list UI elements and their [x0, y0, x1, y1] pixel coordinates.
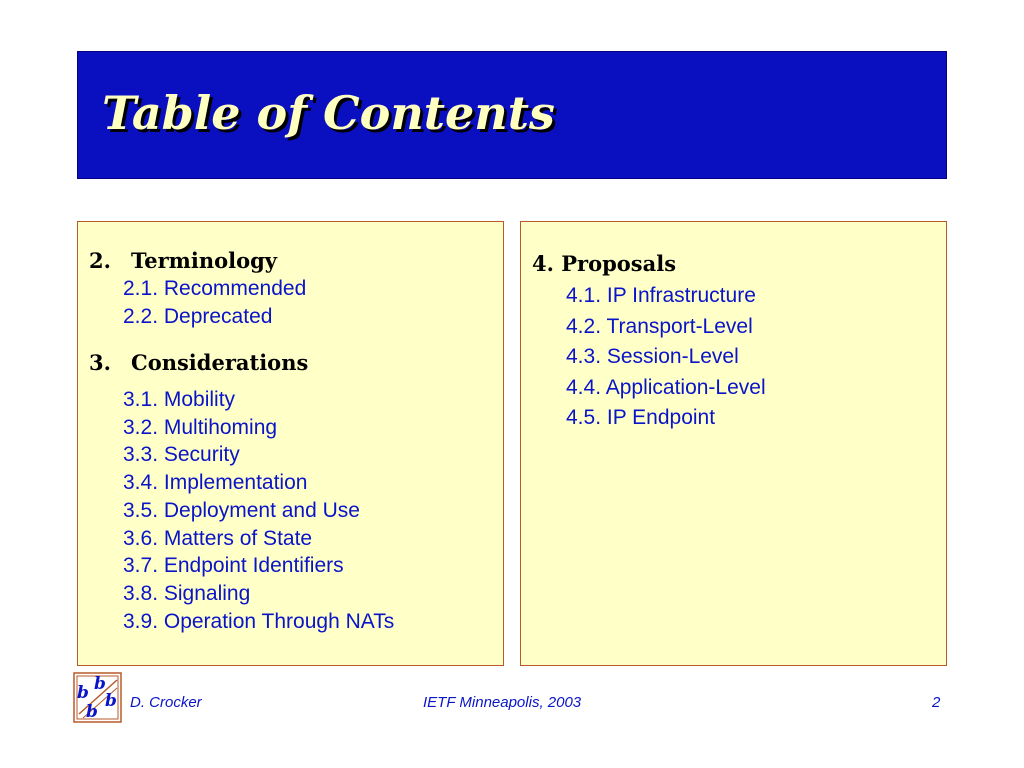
left-contents-panel	[77, 221, 504, 666]
footer-page-number: 2	[932, 694, 941, 711]
list-item: 3.4. Implementation	[123, 471, 308, 495]
section-title: Considerations	[131, 350, 309, 375]
list-item: 4.1. IP Infrastructure	[566, 284, 756, 307]
list-item: 2.2. Deprecated	[123, 304, 273, 328]
footer-author: D. Crocker	[130, 694, 202, 711]
list-item: 4.3. Session-Level	[566, 345, 739, 368]
list-item: 4.2. Transport-Level	[566, 314, 753, 338]
list-item: 3.2. Multihoming	[123, 415, 278, 439]
list-item: 3.1. Mobility	[123, 388, 236, 411]
terminology-list	[123, 275, 306, 330]
list-item: 3.9. Operation Through NATs	[123, 609, 395, 633]
section-heading-considerations	[89, 350, 308, 375]
list-item: 2.1. Recommended	[123, 277, 307, 300]
svg-text:b: b	[77, 683, 89, 703]
proposals-list	[566, 281, 766, 434]
list-item: 3.6. Matters of State	[123, 526, 313, 550]
considerations-list	[123, 386, 394, 635]
bbb-logo-icon	[73, 672, 123, 724]
section-heading-terminology	[89, 248, 277, 273]
list-item: 4.4. Application-Level	[566, 375, 766, 399]
list-item: 3.7. Endpoint Identifiers	[123, 554, 344, 578]
list-item: 4.5. IP Endpoint	[566, 406, 716, 429]
footer-event: IETF Minneapolis, 2003	[423, 694, 582, 711]
list-item: 3.8. Signaling	[123, 581, 251, 605]
svg-text:b: b	[94, 674, 106, 694]
right-contents-panel	[520, 221, 947, 666]
section-number: 2.	[89, 248, 111, 273]
title-bar	[77, 51, 947, 179]
list-item: 3.3. Security	[123, 443, 240, 467]
list-item: 3.5. Deployment and Use	[123, 498, 360, 522]
svg-text:b: b	[86, 702, 98, 722]
section-title: Terminology	[131, 248, 277, 273]
svg-text:b: b	[105, 691, 117, 711]
section-number: 3.	[89, 350, 111, 375]
slide-title: Table of Contents	[102, 86, 555, 140]
section-heading-proposals: 4. Proposals	[532, 251, 677, 276]
